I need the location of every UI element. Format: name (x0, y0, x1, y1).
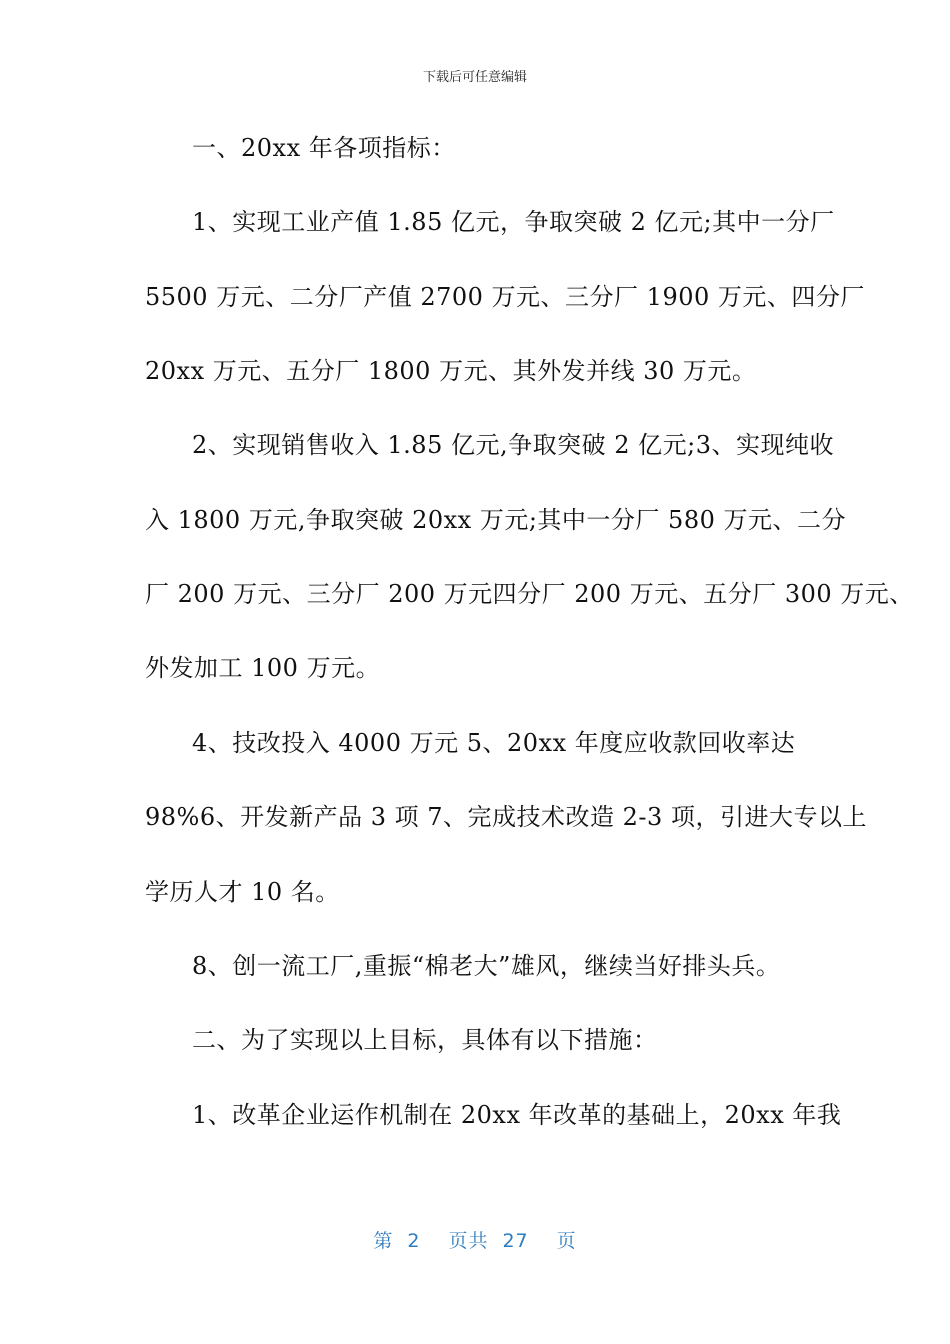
header-note: 下载后可任意编辑 (422, 70, 527, 85)
paragraph-line: 外发加工 100 万元。 (145, 654, 381, 682)
page-prefix: 第 (373, 1230, 394, 1252)
paragraph-line: 98%6、开发新产品 3 项 7、完成技术改造 2-3 项，引进大专以上 (145, 803, 867, 831)
paragraph-line: 1、实现工业产值 1.85 亿元，争取突破 2 亿元;其中一分厂 (192, 208, 835, 236)
paragraph-line: 2、实现销售收入 1.85 亿元,争取突破 2 亿元;3、实现纯收 (192, 431, 834, 459)
page-number: 2 (407, 1230, 421, 1252)
paragraph-line: 8、创一流工厂,重振“棉老大”雄风，继续当好排头兵。 (192, 952, 781, 980)
paragraph-line: 4、技改投入 4000 万元 5、20xx 年度应收款回收率达 (192, 729, 796, 757)
paragraph-line: 1、改革企业运作机制在 20xx 年改革的基础上，20xx 年我 (192, 1101, 842, 1129)
paragraph-line: 20xx 万元、五分厂 1800 万元、其外发并线 30 万元。 (145, 357, 757, 385)
page-middle: 页共 (448, 1230, 489, 1252)
section-heading-1: 一、20xx 年各项指标： (192, 134, 456, 162)
paragraph-line: 厂 200 万元、三分厂 200 万元四分厂 200 万元、五分厂 300 万元、 (145, 580, 914, 608)
section-heading-2: 二、为了实现以上目标，具体有以下措施： (192, 1026, 658, 1054)
paragraph-line: 入 1800 万元,争取突破 20xx 万元;其中一分厂 580 万元、二分 (145, 506, 846, 534)
page-suffix: 页 (556, 1230, 577, 1252)
page-footer (0, 1226, 950, 1253)
paragraph-line: 学历人才 10 名。 (145, 878, 340, 906)
total-pages: 27 (502, 1230, 529, 1252)
paragraph-line: 5500 万元、二分厂产值 2700 万元、三分厂 1900 万元、四分厂 (145, 283, 865, 311)
